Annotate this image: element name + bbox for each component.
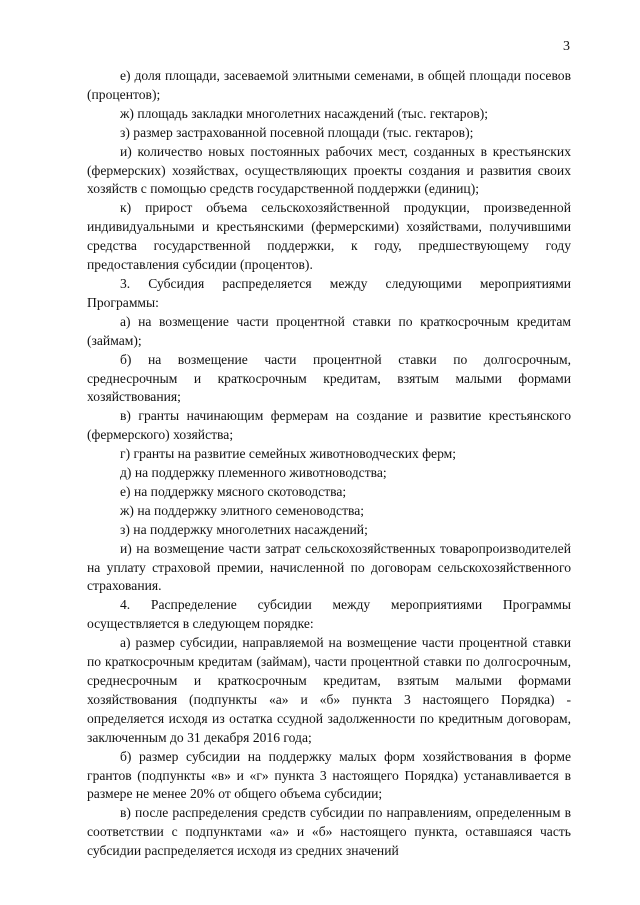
paragraph-3z-perennial-plantings: з) на поддержку многолетних насаждений; [120,521,368,537]
paragraph-3e-beef-cattle: е) на поддержку мясного скотоводства; [120,483,347,499]
paragraph-3d-breeding-livestock: д) на поддержку племенного животноводства; [120,465,387,481]
paragraph-3i-insurance-premium: и) на возмещение части затрат сельскохозяйственных товаропроизводителей на уплату страховой премии, начисленной по договорам сельскохозяйственного страхования. [87,540,571,594]
paragraph-3b-long-term-credit: б) на возмещение части процентной ставки по долгосрочным, среднесрочным и краткосрочным кредитам, взятым малыми формами хозяйствования; [87,351,571,405]
paragraph-i-new-jobs: и) количество новых постоянных рабочих мест, созданных в крестьянских (фермерских) хозяйствах, осуществляющих проекты создания и развития своих хозяйств с помощью средств государственной поддержки (единиц); [87,143,571,197]
paragraph-3g-family-farm-grants: г) гранты на развитие семейных животноводческих ферм; [120,446,457,462]
paragraph-4v-remaining-subsidy: в) после распределения средств субсидии по направлениям, определенным в соответствии с подпунктами «а» и «б» настоящего пункта, оставшаяся часть субсидии распределяется исходя из средних значений [87,805,571,859]
paragraph-4-distribution-order: 4. Распределение субсидии между мероприятиями Программы осуществляется в следующем порядке: [87,597,571,632]
paragraph-k-production-growth: к) прирост объема сельскохозяйственной продукции, произведенной индивидуальными и крестьянскими (фермерскими) хозяйствами, получившими средства государственной поддержки, к году, предшествующему году предоставления субсидии (процентов). [87,200,571,273]
paragraph-3v-farmer-grants: в) гранты начинающим фермерам на создание и развитие крестьянского (фермерского) хозяйства; [87,408,571,443]
paragraph-4b-grant-subsidy-size: б) размер субсидии на поддержку малых форм хозяйствования в форме грантов (подпункты «в» и «г» пункта 3 настоящего Порядка) устанавливается в размере не менее 20% от общего объема субсидии; [87,748,571,802]
paragraph-3zh-elite-seeds: ж) на поддержку элитного семеноводства; [120,502,365,518]
paragraph-e-seed-share: е) доля площади, засеваемой элитными семенами, в общей площади посевов (процентов); [87,68,571,102]
paragraph-3-subsidy-distribution: 3. Субсидия распределяется между следующими мероприятиями Программы: [87,275,571,310]
document-body [87,67,571,861]
page-number: 3 [563,39,570,54]
paragraph-z-insured-area: з) размер застрахованной посевной площади (тыс. гектаров); [120,124,474,140]
paragraph-4a-credit-subsidy-size: а) размер субсидии, направляемой на возмещение части процентной ставки по краткосрочным кредитам (займам), части процентной ставки по долгосрочным, среднесрочным и краткосрочным кредитам, взятым малыми формами хозяйствования (подпункты «а» и «б» пункта 3 настоящего Порядка) - определяется исходя из остатка ссудной задолженности по кредитным договорам, заключенным до 31 декабря 2016 года; [87,635,571,745]
paragraph-zh-perennial-area: ж) площадь закладки многолетних насаждений (тыс. гектаров); [120,105,489,121]
paragraph-3a-short-term-credit: а) на возмещение части процентной ставки по краткосрочным кредитам (займам); [87,313,571,348]
